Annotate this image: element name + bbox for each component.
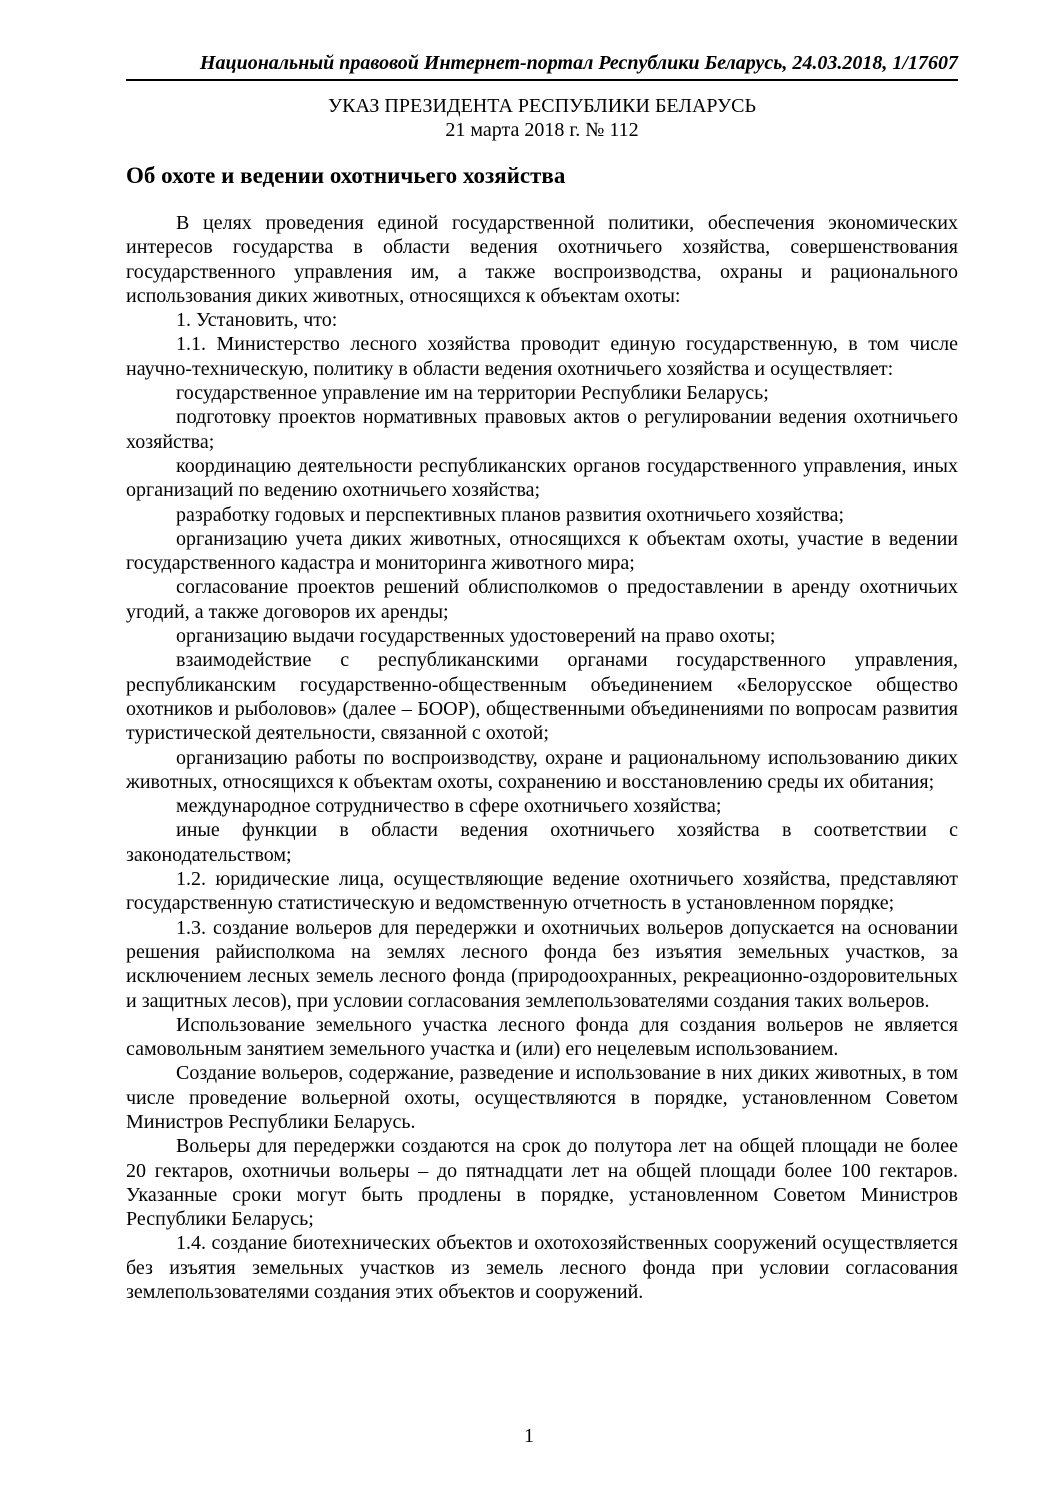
paragraph: международное сотрудничество в сфере охотничьего хозяйства; [176, 795, 722, 818]
paragraph: подготовку проектов нормативных правовых актов о регулировании ведения охотничьего хозяйства; [126, 406, 958, 453]
paragraph-item-1-2: 1.2. юридические лица, осуществляющие ведение охотничьего хозяйства, представляют государственную статистическую и ведомственную отчетность в установленном порядке; [126, 868, 958, 915]
paragraph-item-1-1: 1.1. Министерство лесного хозяйства проводит единую государственную, в том числе научно-техническую, политику в области ведения охотничьего хозяйства и осуществляет: [126, 333, 958, 380]
paragraph: организацию работы по воспроизводству, охране и рациональному использованию диких животных, относящихся к объектам охоты, сохранению и восстановлению среды их обитания; [126, 746, 958, 793]
paragraph: иные функции в области ведения охотничьего хозяйства в соответствии с законодательством; [126, 819, 958, 866]
paragraph: государственное управление им на территории Республики Беларусь; [176, 382, 769, 405]
paragraph-item-1-4: 1.4. создание биотехнических объектов и охотохозяйственных сооружений осуществляется без изъятия земельных участков из земель лесного фонда при условии согласования землепользователями создания этих объектов и сооружений. [126, 1232, 958, 1304]
paragraph: взаимодействие с республиканскими органами государственного управления, республиканским государственно-общественным объединением «Белорусское общество охотников и рыболовов» (далее – БООР), общественными объединениями по вопросам развития туристической деятельности, связанной с охотой; [126, 649, 958, 745]
paragraph-preamble: В целях проведения единой государственной политики, обеспечения экономических интересов государства в области ведения охотничьего хозяйства, совершенствования государственного управления им, а также воспроизводства, охраны и рационального использования диких животных, относящихся к объектам охоты: [126, 212, 958, 307]
paragraph: организацию учета диких животных, относящихся к объектам охоты, участие в ведении государственного кадастра и мониторинга животного мира; [126, 527, 958, 575]
paragraph-item-1-3: 1.3. создание вольеров для передержки и охотничьих вольеров допускается на основании решения райисполкома на землях лесного фонда без изъятия земельных участков, за исключением лесных земель лесного фонда (природоохранных, рекреационно-оздоровительных и защитных лесов), при условии согласования землепользователями создания таких вольеров. [126, 916, 958, 1012]
portal-header: Национальный правовой Интернет-портал Республики Беларусь, 24.03.2018, 1/17607 [126, 52, 958, 81]
document-type: УКАЗ ПРЕЗИДЕНТА РЕСПУБЛИКИ БЕЛАРУСЬ [327, 95, 757, 117]
paragraph-item-1: 1. Установить, что: [176, 309, 338, 332]
paragraph: организацию выдачи государственных удостоверений на право охоты; [176, 625, 776, 648]
page-number: 1 [524, 1425, 534, 1447]
document-body [126, 211, 958, 1304]
document-title: Об охоте и ведении охотничьего хозяйства [126, 163, 566, 188]
paragraph: Использование земельного участка лесного фонда для создания вольеров не является самовольным занятием земельного участка и (или) его нецелевым использованием. [126, 1013, 958, 1061]
paragraph: разработку годовых и перспективных планов развития охотничьего хозяйства; [176, 503, 845, 526]
paragraph: Создание вольеров, содержание, разведение и использование в них диких животных, в том числе проведение вольерной охоты, осуществляются в порядке, установленном Советом Министров Республики Беларусь. [126, 1062, 958, 1133]
paragraph: Вольеры для передержки создаются на срок до полутора лет на общей площади не более 20 гектаров, охотничьи вольеры – до пятнадцати лет на общей площади более 100 гектаров. Указанные сроки могут быть продлены в порядке, установленном Советом Министров Республики Беларусь; [126, 1135, 958, 1231]
document-date-number: 21 марта 2018 г. № 112 [445, 119, 639, 141]
paragraph: координацию деятельности республиканских органов государственного управления, иных организаций по ведению охотничьего хозяйства; [126, 454, 958, 502]
paragraph: согласование проектов решений облисполкомов о предоставлении в аренду охотничьих угодий, а также договоров их аренды; [126, 576, 958, 623]
